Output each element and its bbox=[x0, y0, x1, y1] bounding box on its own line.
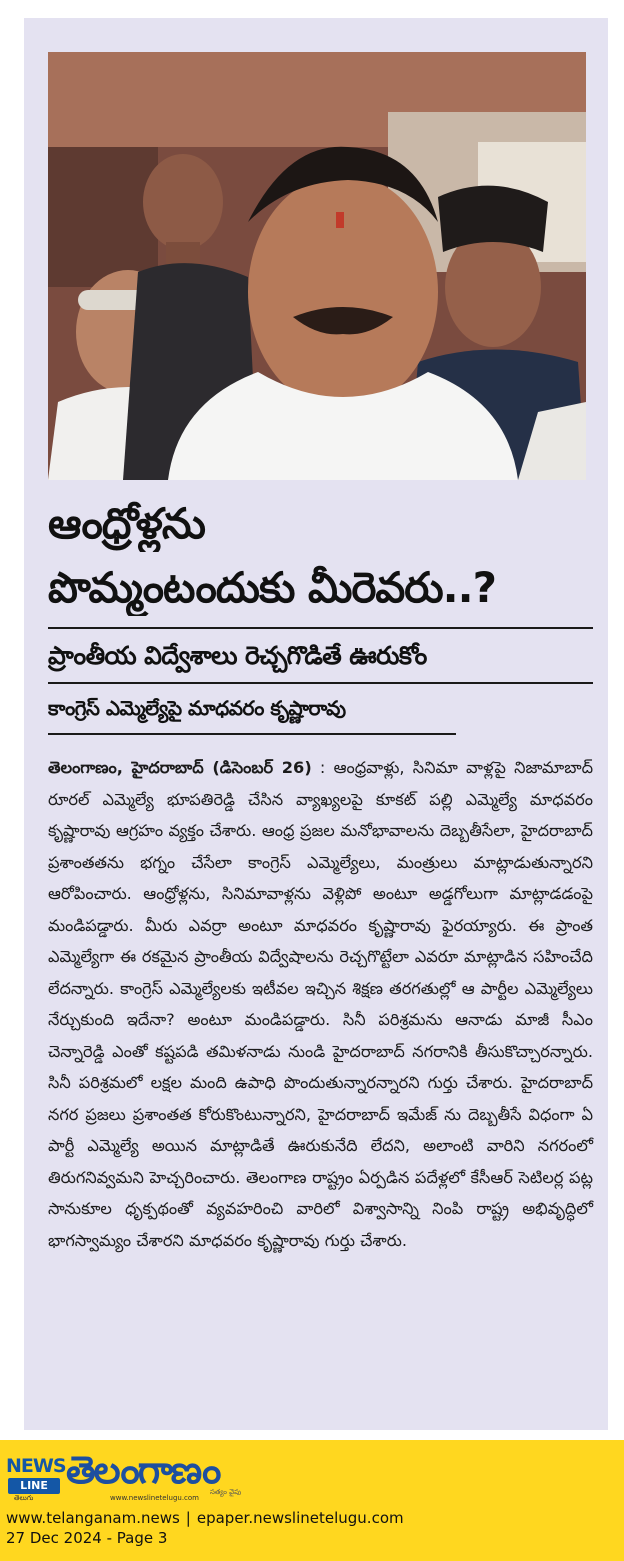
logo-sub-text: తెలుగు bbox=[14, 1494, 34, 1502]
footer bbox=[0, 1440, 624, 1561]
brand-url: www.newslinetelugu.com bbox=[110, 1494, 199, 1502]
brand-tagline: సత్యం వైపు bbox=[210, 1488, 242, 1496]
newsline-logo bbox=[6, 1454, 66, 1502]
logo-news-text: NEWS bbox=[6, 1455, 66, 1477]
epaper-link[interactable]: epaper.newslinetelugu.com bbox=[196, 1509, 404, 1527]
separator: | bbox=[185, 1509, 191, 1527]
brand-wordmark: తెలంగాణం bbox=[66, 1448, 220, 1492]
photo-illustration bbox=[48, 52, 586, 480]
kicker: కాంగ్రెస్ ఎమ్మెల్యేపై మాధవరం కృష్ణారావు bbox=[48, 696, 346, 720]
news-photo bbox=[48, 52, 586, 480]
article-body bbox=[48, 752, 593, 1256]
subheadline: ప్రాంతీయ విద్వేశాలు రెచ్చగొడితే ఊరుకోం bbox=[48, 641, 427, 670]
headline-line-1: ఆంధ్రోళ్లను bbox=[48, 499, 205, 548]
dateline: తెలంగాణం, హైదరాబాద్ (డిసెంబర్ 26) bbox=[48, 758, 312, 777]
divider bbox=[48, 627, 593, 629]
logo-line-text: LINE bbox=[8, 1478, 60, 1494]
telanganam-link[interactable]: www.telanganam.news bbox=[6, 1509, 180, 1527]
divider bbox=[48, 682, 593, 684]
footer-links bbox=[6, 1508, 404, 1528]
divider bbox=[48, 733, 456, 735]
headline-line-2: పొమ్మంటందుకు మీరెవరు..? bbox=[48, 563, 496, 612]
body-text: : ఆంధ్రవాళ్లు, సినిమా వాళ్లపై నిజామాబాద్ రూరల్ ఎమ్మెల్యే భూపతిరెడ్డి చేసిన వ్యాఖ్యలపై కూకట్ పల్లి ఎమ్మెల్యే మాధవరం కృష్ణారావు ఆగ్రహం వ్యక్తం చేశారు. ఆంధ్ర ప్రజల మనోభావాలను దెబ్బతీసేలా, హైదరాబాద్ ప్రశాంతతను భగ్నం చేసేలా కాంగ్రెస్ ఎమ్మెల్యేలు, మంత్రులు మాట్లాడుతున్నారని ఆరోపించారు. ఆంధ్రోళ్లను, సినిమావాళ్లను వెళ్లిపో అంటూ అడ్డగోలుగా మాట్లాడడంపై మండిపడ్డారు. మీరు ఎవర్రా అంటూ మాధవరం కృష్ణారావు ఫైరయ్యారు. ఈ ప్రాంత ఎమ్మెల్యేగా ఈ రకమైన ప్రాంతీయ విద్వేషాలను రెచ్చగొట్టేలా ఎవరూ మాట్లాడిన సహించేది లేదన్నారు. కాంగ్రెస్ ఎమ్మెల్యేలకు ఇటీవల ఇచ్చిన శిక్షణ తరగతుల్లో ఆ పార్టీల ఎమ్మెల్యేలు నేర్చుకుంది ఇదేనా? అంటూ మండిపడ్డారు. సినీ పరిశ్రమను ఆనాడు మాజీ సీఎం చెన్నారెడ్డి ఎంతో కష్టపడి తమిళనాడు నుండి హైదరాబాద్ నగరానికి తీసుకొచ్చారన్నారు. సినీ పరిశ్రమలో లక్షల మంది ఉపాధి పొందుతున్నారన్నారని గుర్తు చేశారు. హైదరాబాద్ నగర ప్రజలు ప్రశాంతత కోరుకొంటున్నారని, హైదరాబాద్ ఇమేజ్ ను దెబ్బతీసే విధంగా ఏ పార్టీ ఎమ్మెల్యే అయిన మాట్లాడితే ఊరుకునేది లేదని, అలాంటి వారిని నగరంలో తిరుగనివ్వమని హెచ్చరించారు. తెలంగాణ రాష్ట్రం ఏర్పడిన పదేళ్లలో కేసీఆర్ సెటిలర్ల పట్ల సానుకూల ధృక్పథంతో వ్యవహరించి వారిలో విశ్వాసాన్ని నింపి రాష్ట్ర అభివృద్ధిలో భాగస్వామ్యం చేశారని మాధవరం కృష్ణారావు గుర్తు చేశారు. bbox=[48, 758, 594, 1250]
date-page: 27 Dec 2024 - Page 3 bbox=[6, 1529, 168, 1547]
